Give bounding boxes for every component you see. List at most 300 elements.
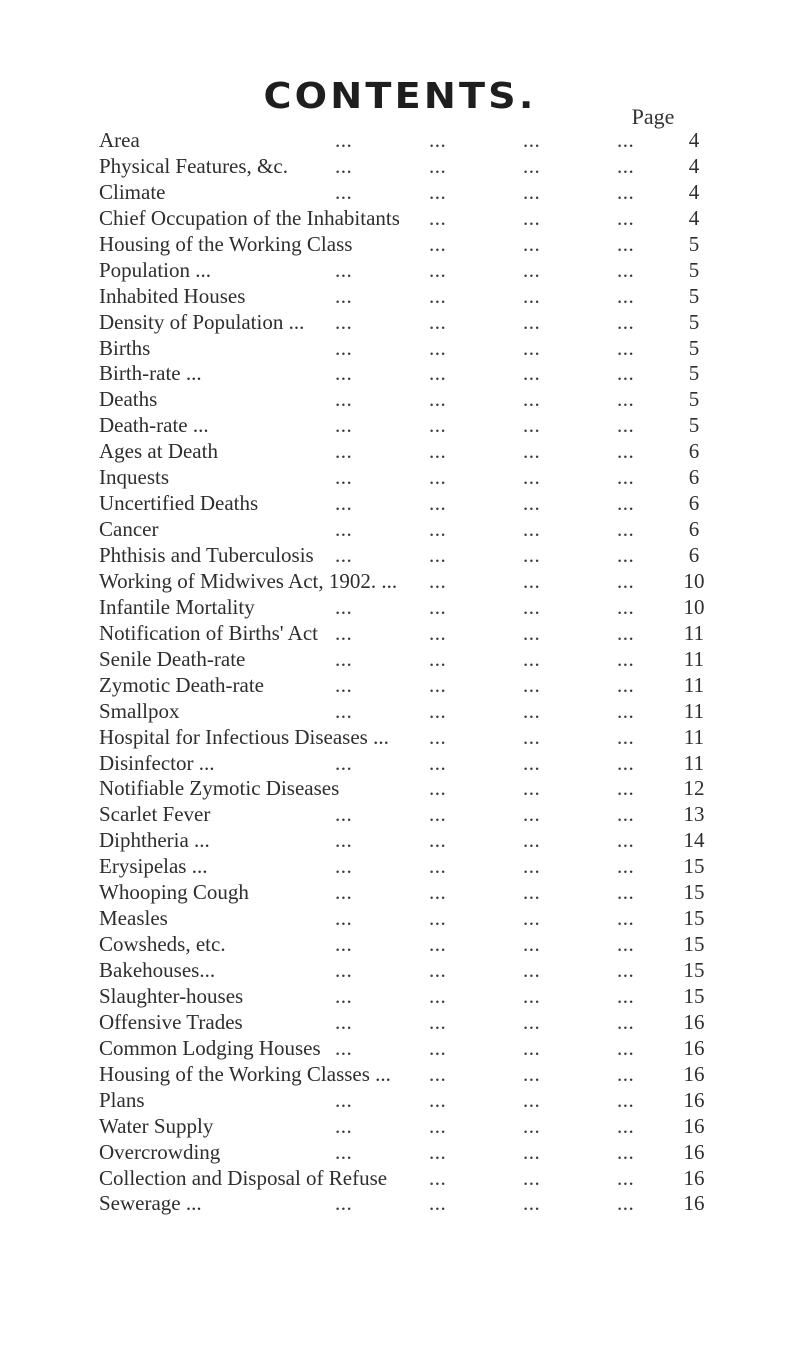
dot-leader: ...: [429, 309, 447, 334]
toc-entry-label: Cancer: [99, 517, 159, 542]
dot-leader: ...: [429, 128, 447, 152]
toc-dot-leaders: [335, 957, 669, 983]
dot-leader: ...: [617, 1035, 635, 1060]
toc-dot-leaders: [335, 179, 669, 205]
toc-dot-leaders: [335, 801, 669, 827]
dot-leader: ...: [617, 309, 635, 334]
toc-dot-leaders: [335, 464, 669, 490]
toc-entry-label: Housing of the Working Classes ...: [99, 1061, 391, 1086]
toc-entry-label: Measles: [99, 906, 168, 931]
dot-leader: ...: [617, 750, 635, 775]
dot-leader: ...: [335, 1035, 353, 1060]
dot-leader: ...: [523, 309, 541, 334]
dot-leader: ...: [617, 439, 635, 464]
toc-entry: [99, 335, 719, 361]
dot-leader: ...: [523, 153, 541, 178]
dot-leader: ...: [335, 983, 353, 1008]
toc-entry: [99, 309, 719, 335]
toc-dot-leaders: [335, 1061, 669, 1087]
dot-leader: ...: [523, 932, 541, 957]
dot-leader: ...: [429, 361, 447, 386]
dot-leader: ...: [523, 1113, 541, 1138]
toc-entry-label: Deaths: [99, 387, 158, 412]
dot-leader: ...: [617, 1165, 635, 1190]
toc-entry: [99, 931, 719, 957]
dot-leader: ...: [335, 932, 353, 957]
toc-entry-label: Phthisis and Tuberculosis: [99, 543, 314, 567]
dot-leader: ...: [335, 880, 353, 905]
dot-leader: ...: [617, 983, 635, 1008]
dot-leader: ...: [617, 646, 635, 671]
toc-entry-page-number: 4: [688, 153, 700, 178]
dot-leader: ...: [335, 309, 353, 334]
toc-dot-leaders: [335, 698, 669, 724]
dot-leader: ...: [429, 439, 447, 464]
dot-leader: ...: [335, 958, 353, 982]
dot-leader: ...: [429, 1087, 447, 1112]
dot-leader: ...: [617, 880, 635, 905]
toc-dot-leaders: [335, 827, 669, 853]
dot-leader: ...: [523, 491, 541, 516]
contents-title: CONTENTS.: [263, 76, 537, 117]
toc-entry-page-number: 11: [683, 750, 705, 775]
toc-entry-label: Disinfector ...: [99, 750, 215, 775]
toc-entry-label: Births: [99, 335, 151, 360]
dot-leader: ...: [523, 724, 541, 749]
toc-entry-page-number: 5: [688, 361, 700, 386]
dot-leader: ...: [523, 543, 541, 567]
dot-leader: ...: [429, 1139, 447, 1164]
toc-entry: [99, 620, 719, 646]
dot-leader: ...: [429, 413, 447, 438]
dot-leader: ...: [335, 128, 353, 152]
toc-entry-label: Common Lodging Houses: [99, 1035, 321, 1060]
toc-entry-page-number: 16: [683, 1061, 705, 1086]
dot-leader: ...: [429, 1035, 447, 1060]
toc-entry-label: Housing of the Working Class: [99, 231, 353, 256]
dot-leader: ...: [617, 179, 635, 204]
dot-leader: ...: [523, 1139, 541, 1164]
toc-dot-leaders: [335, 568, 669, 594]
dot-leader: ...: [523, 1009, 541, 1034]
dot-leader: ...: [429, 906, 447, 931]
dot-leader: ...: [523, 776, 541, 801]
dot-leader: ...: [617, 594, 635, 619]
dot-leader: ...: [617, 854, 635, 879]
dot-leader: ...: [429, 750, 447, 775]
toc-entry: [99, 205, 719, 231]
dot-leader: ...: [429, 620, 447, 645]
dot-leader: ...: [429, 205, 447, 230]
dot-leader: ...: [429, 880, 447, 905]
dot-leader: ...: [429, 1165, 447, 1190]
toc-entry-label: Ages at Death: [99, 439, 218, 464]
dot-leader: ...: [523, 594, 541, 619]
dot-leader: ...: [335, 257, 353, 282]
dot-leader: ...: [335, 283, 353, 308]
dot-leader: ...: [617, 491, 635, 516]
toc-entry-page-number: 11: [683, 646, 705, 671]
toc-entry-label: Climate: [99, 179, 166, 204]
toc-dot-leaders: [335, 931, 669, 957]
dot-leader: ...: [523, 231, 541, 256]
toc-dot-leaders: [335, 1009, 669, 1035]
toc-entry: [99, 1061, 719, 1087]
dot-leader: ...: [617, 1087, 635, 1112]
dot-leader: ...: [617, 1061, 635, 1086]
dot-leader: ...: [523, 568, 541, 593]
toc-entry: [99, 179, 719, 205]
dot-leader: ...: [523, 179, 541, 204]
dot-leader: ...: [523, 465, 541, 490]
toc-entry: [99, 231, 719, 257]
page-column-heading: Page: [631, 104, 675, 129]
dot-leader: ...: [523, 854, 541, 879]
dot-leader: ...: [429, 1061, 447, 1086]
dot-leader: ...: [429, 517, 447, 542]
toc-dot-leaders: [335, 905, 669, 931]
toc-entry-label: Scarlet Fever: [99, 802, 211, 827]
toc-dot-leaders: [335, 153, 669, 179]
toc-entry-label: Cowsheds, etc.: [99, 932, 226, 957]
toc-entry-label: Collection and Disposal of Refuse: [99, 1165, 388, 1190]
toc-entry: [99, 412, 719, 438]
dot-leader: ...: [335, 1139, 353, 1164]
toc-entry: [99, 490, 719, 516]
toc-entry: [99, 879, 719, 905]
toc-dot-leaders: [335, 309, 669, 335]
dot-leader: ...: [617, 828, 635, 853]
toc-entry-page-number: 5: [688, 413, 700, 438]
dot-leader: ...: [429, 1113, 447, 1138]
toc-entry: [99, 905, 719, 931]
dot-leader: ...: [523, 1165, 541, 1190]
dot-leader: ...: [523, 283, 541, 308]
dot-leader: ...: [429, 543, 447, 567]
toc-dot-leaders: [335, 1087, 669, 1113]
dot-leader: ...: [335, 672, 353, 697]
toc-entry-page-number: 6: [688, 491, 700, 516]
dot-leader: ...: [429, 854, 447, 879]
toc-entry-label: Inquests: [99, 465, 169, 490]
dot-leader: ...: [523, 335, 541, 360]
toc-entry-page-number: 16: [683, 1009, 705, 1034]
toc-entry-label: Density of Population ...: [99, 309, 305, 334]
toc-entry-label: Area: [99, 128, 140, 152]
dot-leader: ...: [335, 620, 353, 645]
dot-leader: ...: [523, 1061, 541, 1086]
toc-entry-page-number: 5: [688, 309, 700, 334]
toc-entry-label: Senile Death-rate: [99, 646, 246, 671]
dot-leader: ...: [523, 983, 541, 1008]
toc-entry-page-number: 11: [683, 698, 705, 723]
dot-leader: ...: [617, 387, 635, 412]
toc-entry: [99, 983, 719, 1009]
toc-entry-page-number: 6: [688, 517, 700, 542]
dot-leader: ...: [617, 906, 635, 931]
dot-leader: ...: [429, 958, 447, 982]
dot-leader: ...: [523, 413, 541, 438]
dot-leader: ...: [429, 698, 447, 723]
toc-dot-leaders: [335, 1139, 669, 1165]
toc-dot-leaders: [335, 1190, 669, 1216]
toc-entry-page-number: 5: [688, 283, 700, 308]
dot-leader: ...: [617, 1139, 635, 1164]
toc-entry-label: Hospital for Infectious Diseases ...: [99, 724, 389, 749]
dot-leader: ...: [335, 750, 353, 775]
dot-leader: ...: [335, 361, 353, 386]
dot-leader: ...: [617, 1009, 635, 1034]
toc-entry-page-number: 4: [688, 128, 700, 152]
toc-entry: [99, 127, 719, 153]
toc-dot-leaders: [335, 983, 669, 1009]
toc-dot-leaders: [335, 335, 669, 361]
toc-entry-label: Slaughter-houses: [99, 983, 244, 1008]
dot-leader: ...: [335, 491, 353, 516]
toc-dot-leaders: [335, 412, 669, 438]
dot-leader: ...: [429, 828, 447, 853]
toc-entry-page-number: 4: [688, 205, 700, 230]
toc-entry-label: Notification of Births' Act: [99, 620, 319, 645]
toc-entry-page-number: 6: [688, 439, 700, 464]
toc-entry-page-number: 4: [688, 179, 700, 204]
dot-leader: ...: [617, 672, 635, 697]
dot-leader: ...: [617, 802, 635, 827]
dot-leader: ...: [335, 335, 353, 360]
dot-leader: ...: [335, 802, 353, 827]
toc-entry-page-number: 11: [683, 672, 705, 697]
toc-entry: [99, 360, 719, 386]
dot-leader: ...: [617, 724, 635, 749]
dot-leader: ...: [617, 335, 635, 360]
toc-entry: [99, 750, 719, 776]
dot-leader: ...: [523, 698, 541, 723]
toc-entry: [99, 1165, 719, 1191]
toc-entry: [99, 1035, 719, 1061]
dot-leader: ...: [429, 672, 447, 697]
dot-leader: ...: [429, 1009, 447, 1034]
dot-leader: ...: [335, 1009, 353, 1034]
toc-entry-label: Birth-rate ...: [99, 361, 202, 386]
dot-leader: ...: [617, 958, 635, 982]
dot-leader: ...: [617, 283, 635, 308]
dot-leader: ...: [429, 231, 447, 256]
toc-dot-leaders: [335, 516, 669, 542]
dot-leader: ...: [429, 465, 447, 490]
dot-leader: ...: [523, 387, 541, 412]
dot-leader: ...: [429, 724, 447, 749]
toc-dot-leaders: [335, 1165, 669, 1191]
dot-leader: ...: [523, 906, 541, 931]
toc-entry-page-number: 12: [683, 776, 705, 801]
dot-leader: ...: [617, 465, 635, 490]
dot-leader: ...: [335, 1087, 353, 1112]
toc-entry-page-number: 16: [683, 1139, 705, 1164]
toc-dot-leaders: [335, 386, 669, 412]
toc-entry: [99, 957, 719, 983]
dot-leader: ...: [617, 568, 635, 593]
toc-dot-leaders: [335, 283, 669, 309]
toc-entry: [99, 153, 719, 179]
toc-entry: [99, 516, 719, 542]
dot-leader: ...: [429, 179, 447, 204]
toc-dot-leaders: [335, 646, 669, 672]
toc-entry-page-number: 10: [683, 568, 705, 593]
toc-dot-leaders: [335, 231, 669, 257]
dot-leader: ...: [429, 1191, 447, 1216]
dot-leader: ...: [523, 1035, 541, 1060]
dot-leader: ...: [335, 854, 353, 879]
dot-leader: ...: [523, 880, 541, 905]
toc-entry-label: Plans: [99, 1087, 145, 1112]
toc-dot-leaders: [335, 750, 669, 776]
toc-entry: [99, 1139, 719, 1165]
toc-entry-page-number: 11: [683, 620, 705, 645]
toc-entry-label: Offensive Trades: [99, 1009, 243, 1034]
dot-leader: ...: [523, 257, 541, 282]
toc-dot-leaders: [335, 594, 669, 620]
toc-entry-page-number: 16: [683, 1035, 705, 1060]
dot-leader: ...: [523, 620, 541, 645]
toc-entry: [99, 801, 719, 827]
toc-entry-page-number: 5: [688, 257, 700, 282]
dot-leader: ...: [523, 958, 541, 982]
dot-leader: ...: [335, 1191, 353, 1216]
dot-leader: ...: [523, 205, 541, 230]
dot-leader: ...: [335, 828, 353, 853]
dot-leader: ...: [617, 517, 635, 542]
dot-leader: ...: [335, 906, 353, 931]
toc-dot-leaders: [335, 620, 669, 646]
dot-leader: ...: [429, 776, 447, 801]
dot-leader: ...: [617, 932, 635, 957]
toc-dot-leaders: [335, 775, 669, 801]
dot-leader: ...: [523, 439, 541, 464]
toc-entry: [99, 672, 719, 698]
toc-entry-page-number: 6: [688, 543, 700, 567]
dot-leader: ...: [523, 128, 541, 152]
toc-entry: [99, 464, 719, 490]
toc-entry-page-number: 6: [688, 465, 700, 490]
toc-entry-page-number: 10: [683, 594, 705, 619]
toc-entry-label: Overcrowding: [99, 1139, 221, 1164]
toc-dot-leaders: [335, 438, 669, 464]
dot-leader: ...: [335, 413, 353, 438]
toc-entry-page-number: 16: [683, 1191, 705, 1216]
toc-entry-label: Uncertified Deaths: [99, 491, 259, 516]
dot-leader: ...: [429, 153, 447, 178]
dot-leader: ...: [523, 646, 541, 671]
toc-entry-label: Sewerage ...: [99, 1191, 202, 1216]
toc-dot-leaders: [335, 1035, 669, 1061]
dot-leader: ...: [335, 594, 353, 619]
dot-leader: ...: [429, 983, 447, 1008]
dot-leader: ...: [523, 828, 541, 853]
dot-leader: ...: [523, 750, 541, 775]
toc-entry-label: Water Supply: [99, 1113, 214, 1138]
dot-leader: ...: [429, 257, 447, 282]
toc-entry: [99, 827, 719, 853]
toc-entry-label: Smallpox: [99, 698, 180, 723]
dot-leader: ...: [617, 1113, 635, 1138]
dot-leader: ...: [429, 646, 447, 671]
toc-entry: [99, 853, 719, 879]
toc-entry-label: Infantile Mortality: [99, 594, 255, 619]
table-of-contents: [99, 127, 719, 1216]
toc-dot-leaders: [335, 1113, 669, 1139]
toc-dot-leaders: [335, 879, 669, 905]
dot-leader: ...: [429, 568, 447, 593]
toc-entry: [99, 1087, 719, 1113]
toc-entry-label: Notifiable Zymotic Diseases: [99, 776, 340, 801]
dot-leader: ...: [617, 620, 635, 645]
toc-entry-page-number: 5: [688, 231, 700, 256]
toc-entry-page-number: 15: [683, 932, 705, 957]
dot-leader: ...: [617, 205, 635, 230]
toc-entry-label: Physical Features, &c.: [99, 153, 288, 178]
dot-leader: ...: [335, 439, 353, 464]
toc-entry: [99, 542, 719, 568]
dot-leader: ...: [429, 594, 447, 619]
toc-entry: [99, 568, 719, 594]
dot-leader: ...: [429, 491, 447, 516]
toc-entry-page-number: 15: [683, 906, 705, 931]
dot-leader: ...: [523, 361, 541, 386]
toc-entry: [99, 1190, 719, 1216]
toc-entry-page-number: 11: [683, 724, 705, 749]
dot-leader: ...: [617, 361, 635, 386]
toc-dot-leaders: [335, 127, 669, 153]
dot-leader: ...: [523, 517, 541, 542]
toc-entry-label: Population ...: [99, 257, 212, 282]
toc-entry-page-number: 15: [683, 958, 705, 982]
toc-dot-leaders: [335, 360, 669, 386]
dot-leader: ...: [617, 231, 635, 256]
dot-leader: ...: [523, 1191, 541, 1216]
dot-leader: ...: [335, 517, 353, 542]
toc-entry-label: Bakehouses...: [99, 958, 216, 982]
toc-entry: [99, 698, 719, 724]
dot-leader: ...: [523, 802, 541, 827]
toc-entry-page-number: 16: [683, 1113, 705, 1138]
dot-leader: ...: [617, 413, 635, 438]
toc-entry-page-number: 16: [683, 1165, 705, 1190]
dot-leader: ...: [429, 387, 447, 412]
dot-leader: ...: [335, 387, 353, 412]
dot-leader: ...: [617, 153, 635, 178]
toc-entry-label: Chief Occupation of the Inhabitants: [99, 205, 400, 230]
toc-entry: [99, 283, 719, 309]
dot-leader: ...: [335, 153, 353, 178]
toc-dot-leaders: [335, 205, 669, 231]
toc-entry-page-number: 15: [683, 983, 705, 1008]
toc-entry: [99, 257, 719, 283]
toc-dot-leaders: [335, 490, 669, 516]
dot-leader: ...: [617, 257, 635, 282]
dot-leader: ...: [335, 465, 353, 490]
toc-dot-leaders: [335, 542, 669, 568]
dot-leader: ...: [335, 646, 353, 671]
dot-leader: ...: [429, 283, 447, 308]
dot-leader: ...: [523, 672, 541, 697]
toc-entry-page-number: 14: [683, 828, 705, 853]
toc-entry: [99, 386, 719, 412]
dot-leader: ...: [617, 698, 635, 723]
toc-entry: [99, 646, 719, 672]
dot-leader: ...: [335, 698, 353, 723]
toc-entry: [99, 594, 719, 620]
toc-entry-page-number: 16: [683, 1087, 705, 1112]
